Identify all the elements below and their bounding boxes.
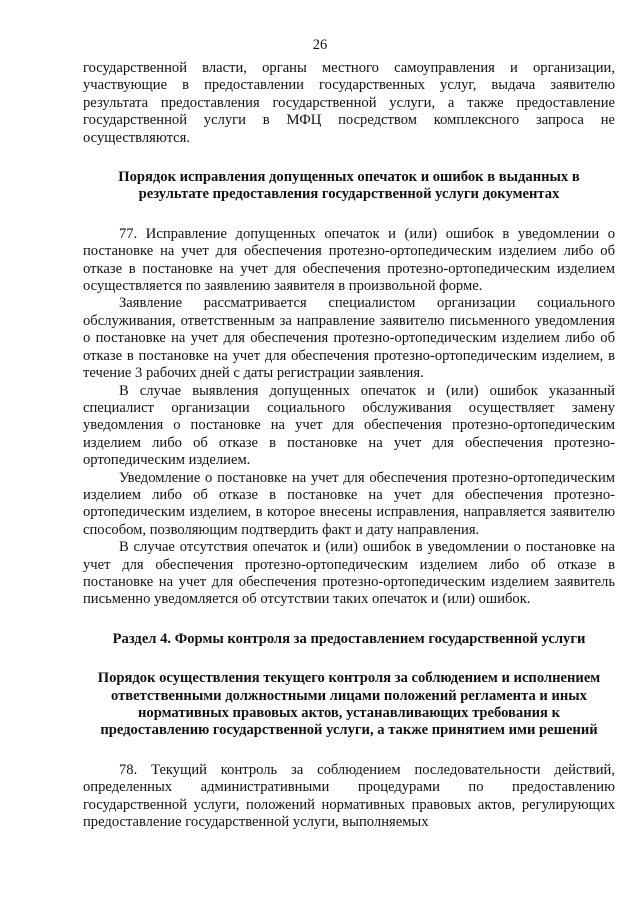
spacer [83,740,615,762]
spacer [83,147,615,169]
section-heading-corrections: Порядок исправления допущенных опечаток и ошибок в выданных в результате предоставления государственной услуги документах [118,169,580,203]
paragraph-error-found: В случае выявления допущенных опечаток и (или) ошибок указанный специалист организации социального обслуживания осуществляет замену уведомления о постановке на учет для обеспечения протезно-ортопедическим изделием либо об отказе в постановке на учет для обеспечения протезно-ортопедическим изделием. [83,382,615,469]
paragraph-application-review: Заявление рассматривается специалистом организации социального обслуживания, ответственным за направление заявителю письменного уведомления о постановке на учет для обеспечения протезно-ортопедическим изделием либо об отказе в постановке на учет для обеспечения протезно-ортопедическим изделием, в течение 3 рабочих дней с даты регистрации заявления. [83,295,615,382]
paragraph-notice-sent: Уведомление о постановке на учет для обеспечения протезно-ортопедическим изделием либо об отказе в постановке на учет для обеспечения протезно-ортопедическим изделием, в которое внесены исправления, направляется заявителю способом, позволяющим подтвердить факт и дату направления. [83,469,615,538]
paragraph-78: 78. Текущий контроль за соблюдением последовательности действий, определенных административными процедурами по предоставлению государственной услуги, положений нормативных правовых актов, регулирующих предоставление государственной услуги, выполняемых [83,761,615,831]
spacer [83,609,615,631]
subsection-heading-control: Порядок осуществления текущего контроля за соблюдением и исполнением ответственными должностными лицами положений регламента и иных нормативных правовых актов, устанавливающих требования к предоставлению государственной услуги, а также принятием ими решений [97,670,601,739]
paragraph-no-errors: В случае отсутствия опечаток и (или) ошибок в уведомлении о постановке на учет для обеспечения протезно-ортопедическим изделием либо об отказе в постановке на учет для обеспечения протезно-ортопедическим изделием заявитель письменно уведомляется об отсутствии таких опечаток и (или) ошибок. [83,539,615,608]
paragraph-77: 77. Исправление допущенных опечаток и (или) ошибок в уведомлении о постановке на учет для обеспечения протезно-ортопедическим изделием либо об отказе в постановке на учет для обеспечения протезно-ортопедическим изделием осуществляется по заявлению заявителя в произвольной форме. [83,225,615,295]
spacer [83,204,615,226]
page-body [83,60,615,831]
paragraph-continuation: государственной власти, органы местного самоуправления и организации, участвующие в предоставлении государственных услуг, выдача заявителю результата предоставления государственной услуги, а также предоставление государственной услуги в МФЦ посредством комплексного запроса не осуществляются. [83,60,615,146]
spacer [83,648,615,670]
section-heading-4: Раздел 4. Формы контроля за предоставлением государственной услуги [112,630,586,647]
page-number: 26 [312,37,328,53]
